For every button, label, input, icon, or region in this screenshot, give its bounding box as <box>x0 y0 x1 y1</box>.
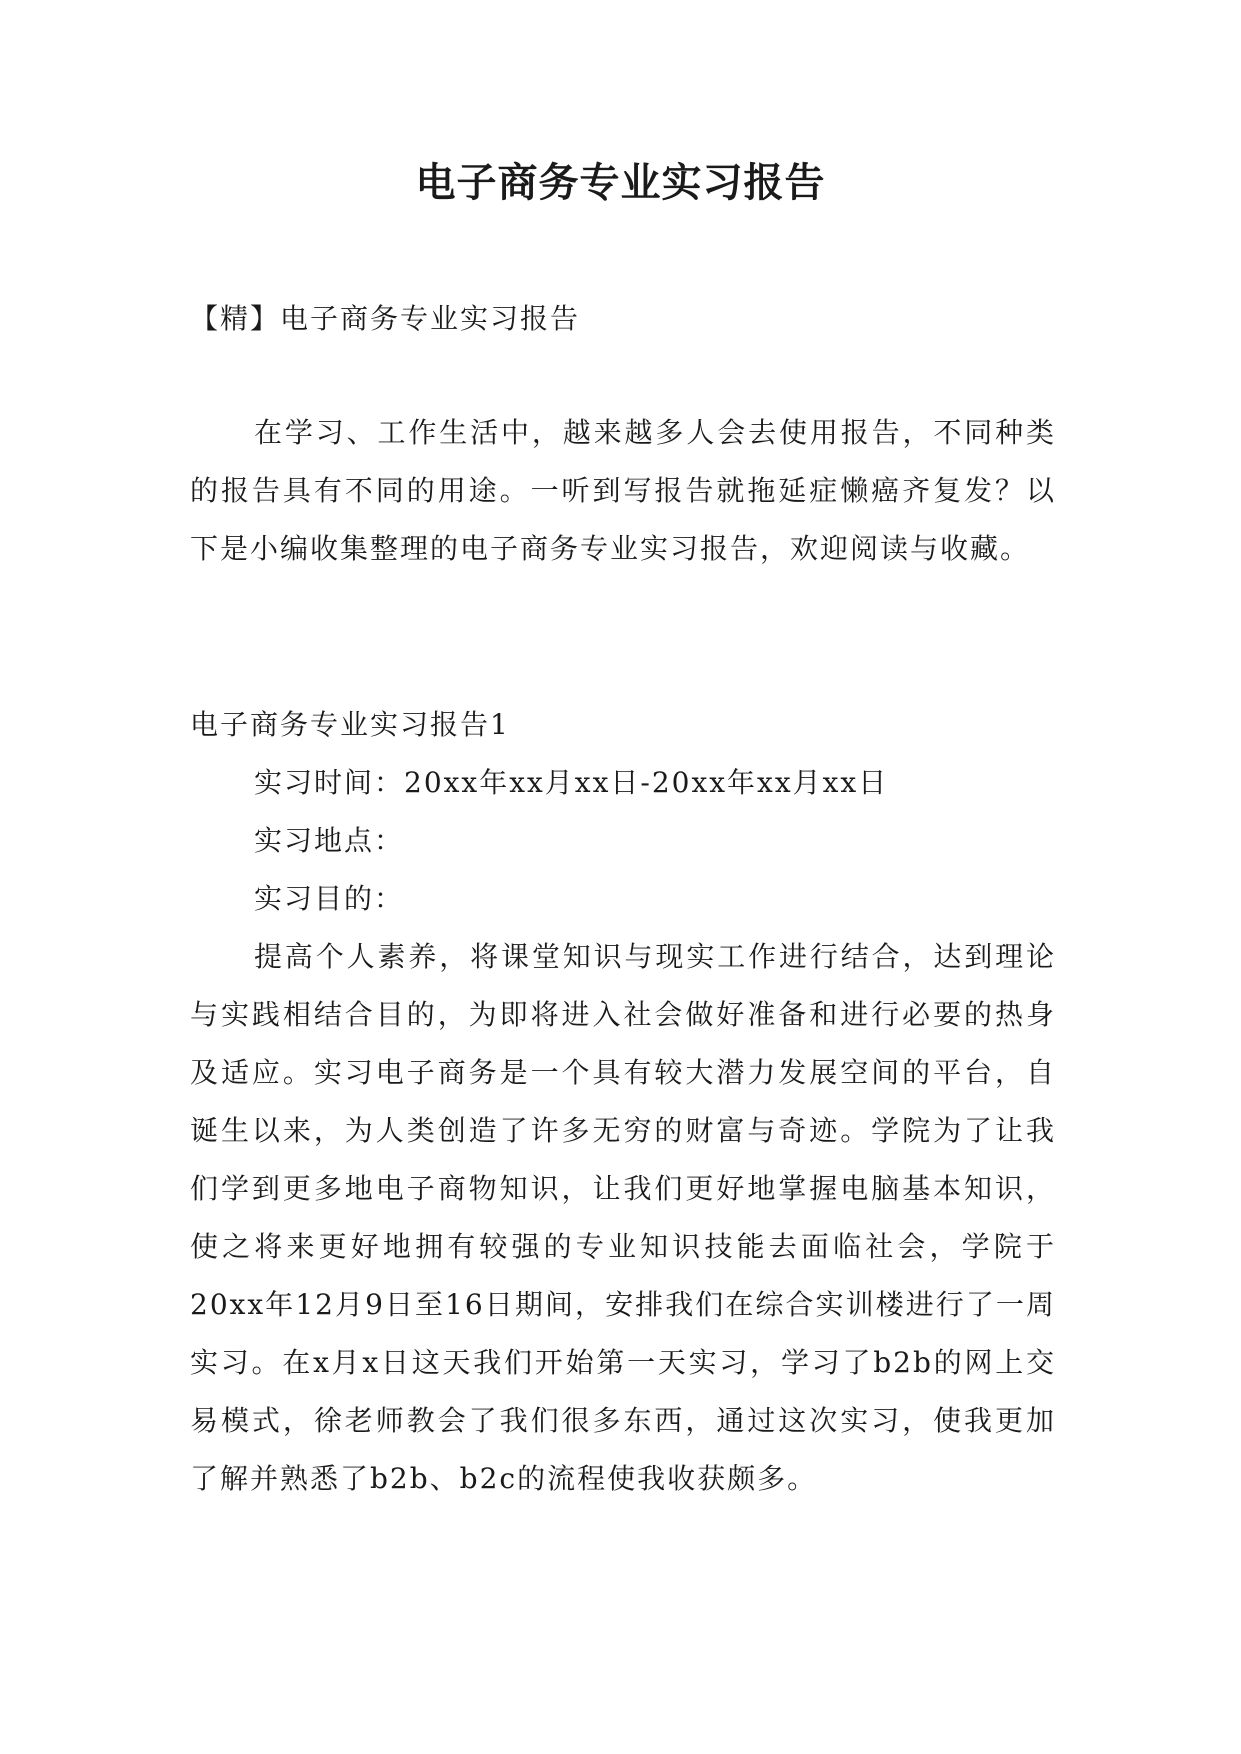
internship-place-field: 实习地点： <box>254 824 405 857</box>
intro-paragraph: 在学习、工作生活中，越来越多人会去使用报告，不同种类的报告具有不同的用途。一听到写报告就拖延症懒癌齐复发？以下是小编收集整理的电子商务专业实习报告，欢迎阅读与收藏。 <box>190 416 1056 565</box>
document-subtitle: 【精】电子商务专业实习报告 <box>190 302 581 335</box>
document-title: 电子商务专业实习报告 <box>415 159 826 206</box>
internship-time-field: 实习时间：20xx年xx月xx日-20xx年xx月xx日 <box>254 766 889 799</box>
internship-goal-field: 实习目的： <box>254 882 405 915</box>
body-paragraph: 提高个人素养，将课堂知识与现实工作进行结合，达到理论与实践相结合目的，为即将进入社会做好准备和进行必要的热身及适应。实习电子商务是一个具有较大潜力发展空间的平台，自诞生以来，为人类创造了许多无穷的财富与奇迹。学院为了让我们学到更多地电子商物知识，让我们更好地掌握电脑基本知识，使之将来更好地拥有较强的专业知识技能去面临社会，学院于20xx年12月9日至16日期间，安排我们在综合实训楼进行了一周实习。在x月x日这天我们开始第一天实习，学习了b2b的网上交易模式，徐老师教会了我们很多东西，通过这次实习，使我更加了解并熟悉了b2b、b2c的流程使我收获颇多。 <box>190 940 1056 1495</box>
section-heading: 电子商务专业实习报告1 <box>190 708 510 741</box>
